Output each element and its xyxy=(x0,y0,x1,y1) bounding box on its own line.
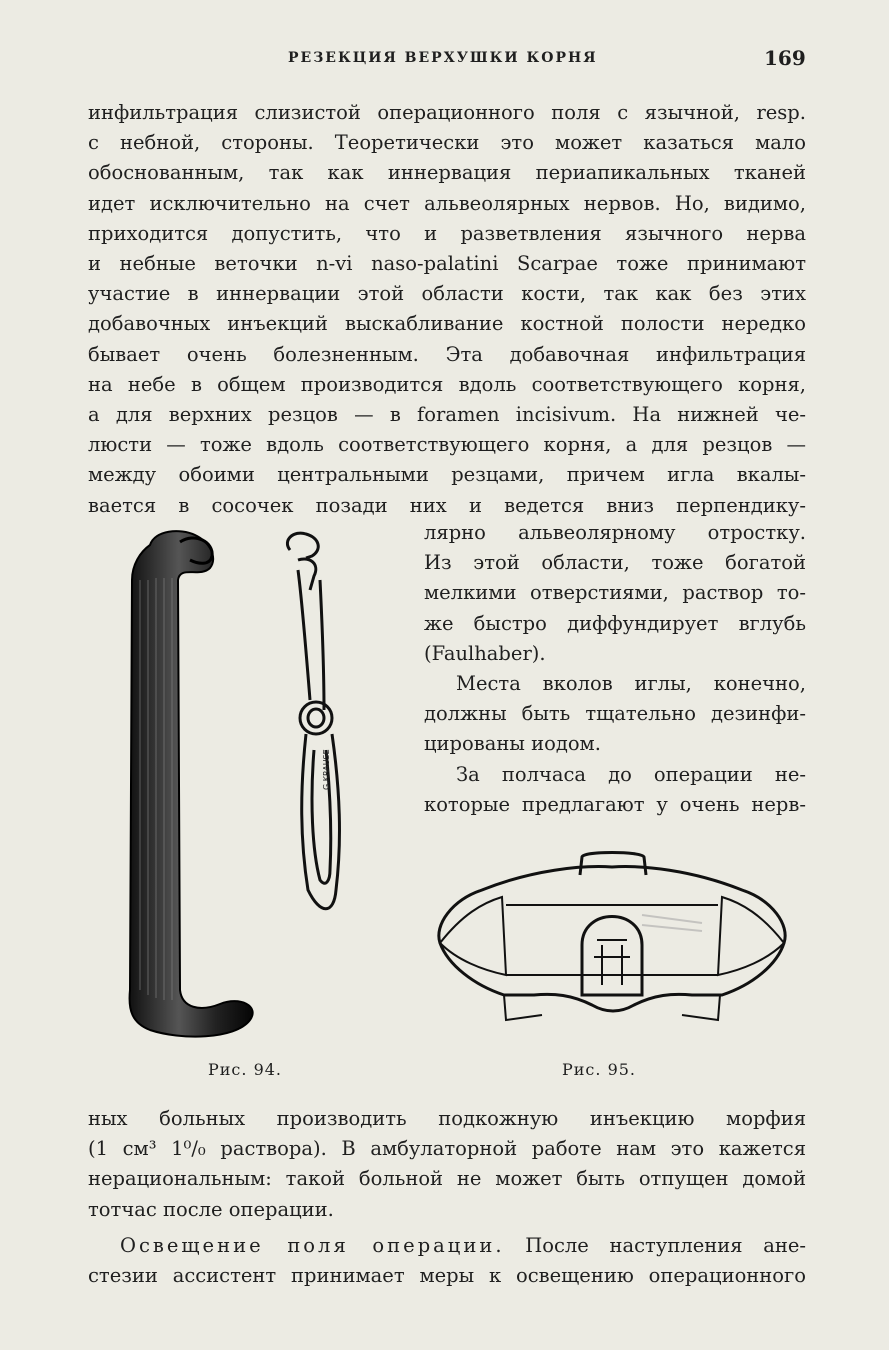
text-line: а для верхних резцов — в foramen incisivum. На нижней че- xyxy=(88,403,806,427)
text-line: бывает очень болезненным. Эта добавочная инфильтрация xyxy=(88,342,806,366)
text-line: добавочных инъекций выскабливание костной полости нередко xyxy=(88,312,806,336)
figure-95-mouth-gag xyxy=(422,845,802,1045)
text-line: ных больных производить подкожную инъекцию морфия xyxy=(88,1107,806,1130)
text-line: Из этой области, тоже богатой xyxy=(424,551,806,575)
text-line: которые предлагают у очень нерв- xyxy=(424,792,806,816)
gag-frame-outer xyxy=(439,867,785,1011)
section-heading-spaced: Освещение поля операции. xyxy=(120,1233,505,1257)
gag-right-foot xyxy=(682,995,720,1020)
paragraph-top xyxy=(88,98,806,521)
text-line: лярно альвеолярному отростку. xyxy=(424,521,806,544)
gag-handle xyxy=(580,853,646,876)
text-line: между обоими центральными резцами, причем игла вкалы- xyxy=(88,463,806,487)
text-line: инфильтрация слизистой операционного поля с язычной, resp. xyxy=(88,101,806,124)
text-line: обоснованным, так как иннервация периапикальных тканей xyxy=(88,161,806,185)
text-line: люсти — тоже вдоль соответствующего корня, а для резцов — xyxy=(88,433,806,457)
paragraph-side xyxy=(424,518,806,820)
text-line: с небной, стороны. Теоретически это может казаться мало xyxy=(88,131,806,155)
text-line: вается в сосочек позади них и ведется вниз перпендику- xyxy=(88,493,806,517)
text-line: Места вколов иглы, конечно, xyxy=(456,672,806,696)
text-line: же быстро диффундирует вглубь xyxy=(424,611,806,635)
text-line: цированы иодом. xyxy=(424,732,601,756)
text-line: участие в иннервации этой области кости, так как без этих xyxy=(88,282,806,306)
running-title: РЕЗЕКЦИЯ ВЕРХУШКИ КОРНЯ xyxy=(288,50,598,66)
text-line: (Faulhaber). xyxy=(424,641,546,665)
figure-95-caption: Рис. 95. xyxy=(562,1060,637,1079)
text-line: За полчаса до операции не- xyxy=(456,762,806,786)
figure-94-caption: Рис. 94. xyxy=(208,1060,283,1079)
text-line: тотчас после операции. xyxy=(88,1197,334,1221)
tongue-holder xyxy=(287,533,339,909)
text-fragment: После наступления ане- xyxy=(525,1233,806,1257)
text-line: и небные веточки n-vi naso-palatini Scarpae тоже принимают xyxy=(88,252,806,276)
instrument-engraving: G.KRAUSE xyxy=(322,749,331,790)
text-line: идет исключительно на счет альвеолярных нервов. Но, видимо, xyxy=(88,191,806,215)
text-line: (1 см³ 1⁰/₀ раствора). В амбулаторной работе нам это кажется xyxy=(88,1137,806,1161)
gag-center-mechanism xyxy=(582,917,642,996)
page-header xyxy=(0,46,889,76)
text-line: стезии ассистент принимает меры к освещению операционного xyxy=(88,1264,806,1288)
text-line: приходится допустить, что и разветвления язычного нерва xyxy=(88,221,806,245)
gag-left-foot xyxy=(504,995,542,1020)
text-line-heading xyxy=(88,1231,806,1261)
text-line: на небе в общем производится вдоль соответствующего корня, xyxy=(88,372,806,396)
page-number: 169 xyxy=(764,46,806,70)
text-line: мелкими отверстиями, раствор то- xyxy=(424,581,806,605)
text-line: должны быть тщательно дезинфи- xyxy=(424,702,806,726)
paragraph-bottom xyxy=(88,1104,806,1291)
text-line: нерациональным: такой больной не может быть отпущен домой xyxy=(88,1167,806,1191)
figure-94-retractor xyxy=(110,520,400,1050)
